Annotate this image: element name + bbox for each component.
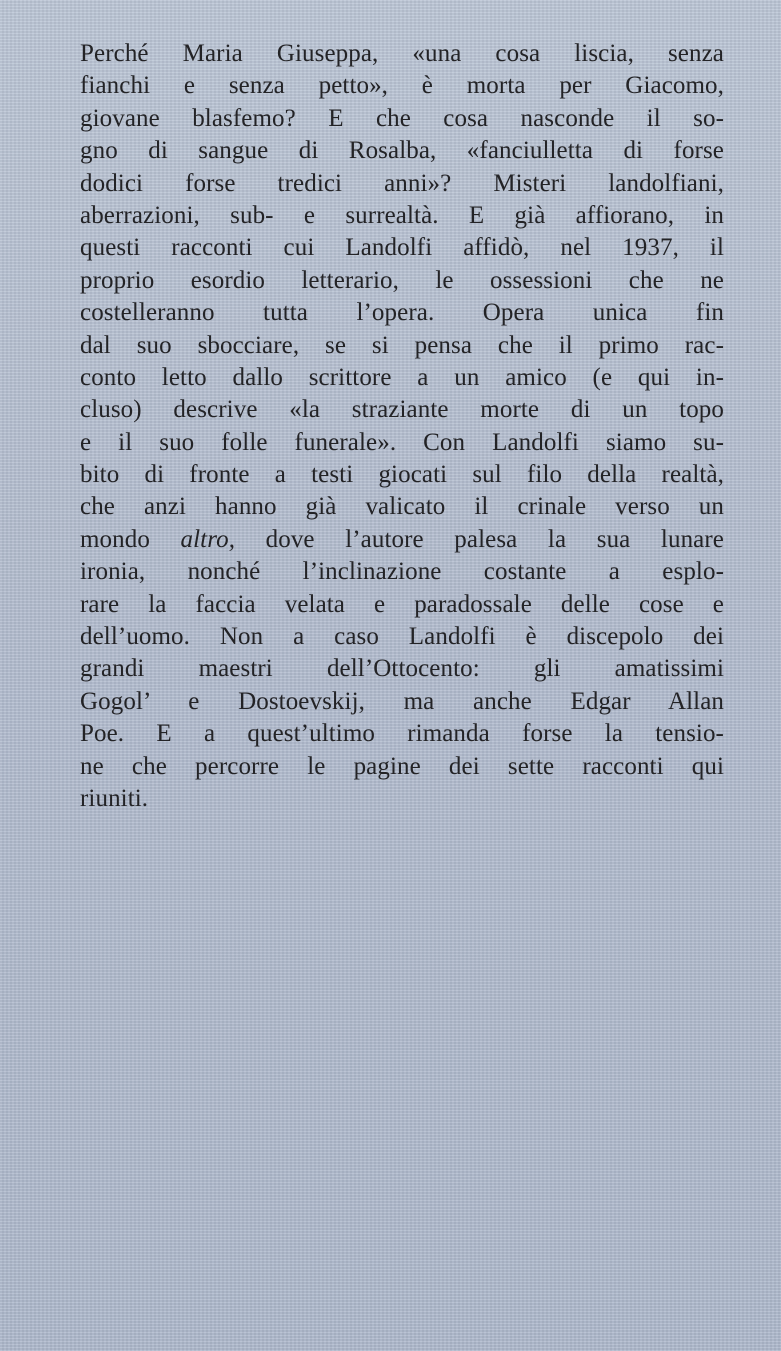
blurb-line: Poe. E a quest’ultimo rimanda forse la tensio-: [80, 720, 724, 748]
blurb-line: cluso) descrive «la straziante morte di un topo: [80, 396, 724, 424]
blurb-line: ne che percorre le pagine dei sette racconti qui: [80, 752, 724, 780]
blurb-line: ironia, nonché l’inclinazione costante a esplo-: [80, 558, 724, 586]
blurb-line: e il suo folle funerale». Con Landolfi siamo su-: [80, 428, 724, 456]
blurb-line: fianchi e senza petto», è morta per Giacomo,: [80, 72, 724, 100]
blurb-line: proprio esordio letterario, le ossessioni che ne: [80, 266, 724, 294]
blurb-line: che anzi hanno già valicato il crinale verso un: [80, 493, 724, 521]
blurb-line: dell’uomo. Non a caso Landolfi è discepolo dei: [80, 623, 724, 651]
italic-word: altro,: [180, 525, 236, 553]
blurb-line: costelleranno tutta l’opera. Opera unica fin: [80, 299, 724, 327]
blurb-line-part: mondo: [80, 525, 181, 553]
blurb-line: grandi maestri dell’Ottocento: gli amatissimi: [80, 655, 724, 683]
blurb-line-with-italic: [80, 524, 724, 556]
blurb-line: conto letto dallo scrittore a un amico (e qui in-: [80, 363, 724, 391]
blurb-line-last: riuniti.: [80, 784, 149, 812]
blurb-line: rare la faccia velata e paradossale delle cose e: [80, 590, 724, 618]
blurb-line: Gogol’ e Dostoevskij, ma anche Edgar Allan: [80, 687, 724, 715]
blurb-line: dodici forse tredici anni»? Misteri landolfiani,: [80, 169, 724, 197]
blurb-line: dal suo sbocciare, se si pensa che il primo rac-: [80, 331, 724, 359]
blurb-line-part: dove l’autore palesa la sua lunare: [235, 525, 724, 553]
blurb-line: aberrazioni, sub- e surrealtà. E già affiorano, in: [80, 201, 724, 229]
blurb-line: gno di sangue di Rosalba, «fanciulletta di forse: [80, 137, 724, 165]
blurb-line: questi racconti cui Landolfi affidò, nel 1937, il: [80, 234, 724, 262]
blurb-line: Perché Maria Giuseppa, «una cosa liscia, senza: [80, 40, 724, 67]
blurb-line: giovane blasfemo? E che cosa nasconde il so-: [80, 104, 724, 132]
blurb-text: [80, 38, 724, 815]
blurb-line: bito di fronte a testi giocati sul filo della realtà,: [80, 461, 724, 489]
